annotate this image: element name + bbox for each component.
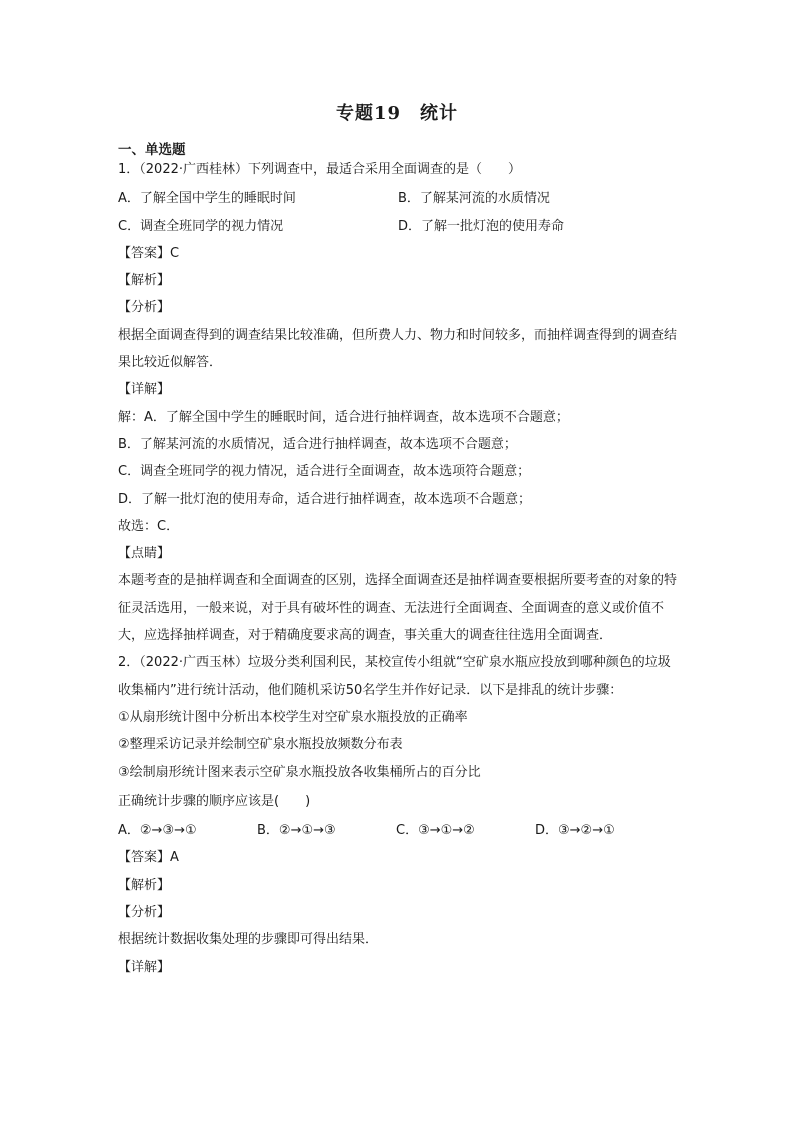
q2-jiexi-heading: 【解析】 bbox=[118, 877, 171, 893]
q1-detail-line: 解：A．了解全国中学生的睡眠时间，适合进行抽样调查，故本选项不合题意； bbox=[118, 409, 569, 425]
q1-jiexi-heading: 【解析】 bbox=[118, 273, 171, 289]
q1-dianjing-heading: 【点睛】 bbox=[118, 546, 171, 562]
q1-option-d: D．了解一批灯泡的使用寿命 bbox=[398, 218, 565, 234]
q2-fenxi-heading: 【分析】 bbox=[118, 905, 171, 921]
q1-answer: 【答案】C bbox=[118, 245, 180, 261]
q2-question: 正确统计步骤的顺序应该是( ) bbox=[118, 793, 311, 809]
q1-option-b: B．了解某河流的水质情况 bbox=[398, 191, 550, 207]
q1-detail-line: C．调查全班同学的视力情况，适合进行全面调查，故本选项符合题意； bbox=[118, 464, 531, 480]
q2-step: ②整理采访记录并绘制空矿泉水瓶投放频数分布表 bbox=[118, 737, 403, 753]
q2-fenxi-text: 根据统计数据收集处理的步骤即可得出结果． bbox=[118, 932, 379, 948]
q2-answer: 【答案】A bbox=[118, 850, 179, 866]
q1-fenxi-text: 根据全面调查得到的调查结果比较准确，但所费人力、物力和时间较多，而抽样调查得到的调查结果比较近似解答． bbox=[118, 327, 678, 371]
q1-detail-line: 故选：C． bbox=[118, 518, 180, 534]
page-title: 专题19 统计 bbox=[335, 103, 459, 124]
q1-option-c: C．调查全班同学的视力情况 bbox=[118, 218, 284, 234]
q1-fenxi-heading: 【分析】 bbox=[118, 300, 171, 316]
q2-xiangjie-heading: 【详解】 bbox=[118, 959, 171, 975]
q1-dianjing-text: 本题考查的是抽样调查和全面调查的区别，选择全面调查还是抽样调查要根据所要考查的对象的特征灵活选用，一般来说，对于具有破坏性的调查、无法进行全面调查、全面调查的意义或价值不大，应选择抽样调查，对于精确度要求高的调查，事关重大的调查往往选用全面调查． bbox=[118, 573, 678, 644]
q2-option-d: D．③→②→① bbox=[535, 823, 615, 839]
q1-stem: 1．（2022·广西桂林）下列调查中，最适合采用全面调查的是（ ） bbox=[118, 162, 521, 177]
q1-detail-line: B．了解某河流的水质情况，适合进行抽样调查，故本选项不合题意； bbox=[118, 436, 517, 452]
q2-option-c: C．③→①→② bbox=[396, 823, 475, 839]
question-content bbox=[118, 156, 678, 981]
q2-option-b: B．②→①→③ bbox=[257, 823, 336, 839]
q2-option-a: A．②→③→① bbox=[118, 823, 197, 839]
q1-xiangjie-heading: 【详解】 bbox=[118, 382, 171, 398]
q2-options-row bbox=[118, 817, 678, 844]
section-heading: 一、单选题 bbox=[118, 142, 186, 158]
q2-stem: 2．（2022·广西玉林）垃圾分类利国利民，某校宣传小组就“空矿泉水瓶应投放到哪种颜色的垃圾收集桶内”进行统计活动，他们随机采访50名学生并作好记录．以下是排乱的统计步骤： bbox=[118, 655, 671, 698]
q1-option-a: A．了解全国中学生的睡眠时间 bbox=[118, 191, 296, 207]
q2-step: ③绘制扇形统计图来表示空矿泉水瓶投放各收集桶所占的百分比 bbox=[118, 764, 481, 780]
q2-step: ①从扇形统计图中分析出本校学生对空矿泉水瓶投放的正确率 bbox=[118, 709, 468, 725]
q1-detail-line: D．了解一批灯泡的使用寿命，适合进行抽样调查，故本选项不合题意； bbox=[118, 491, 532, 507]
q1-options-row-1 bbox=[118, 185, 678, 212]
q1-options-row-2 bbox=[118, 213, 678, 240]
